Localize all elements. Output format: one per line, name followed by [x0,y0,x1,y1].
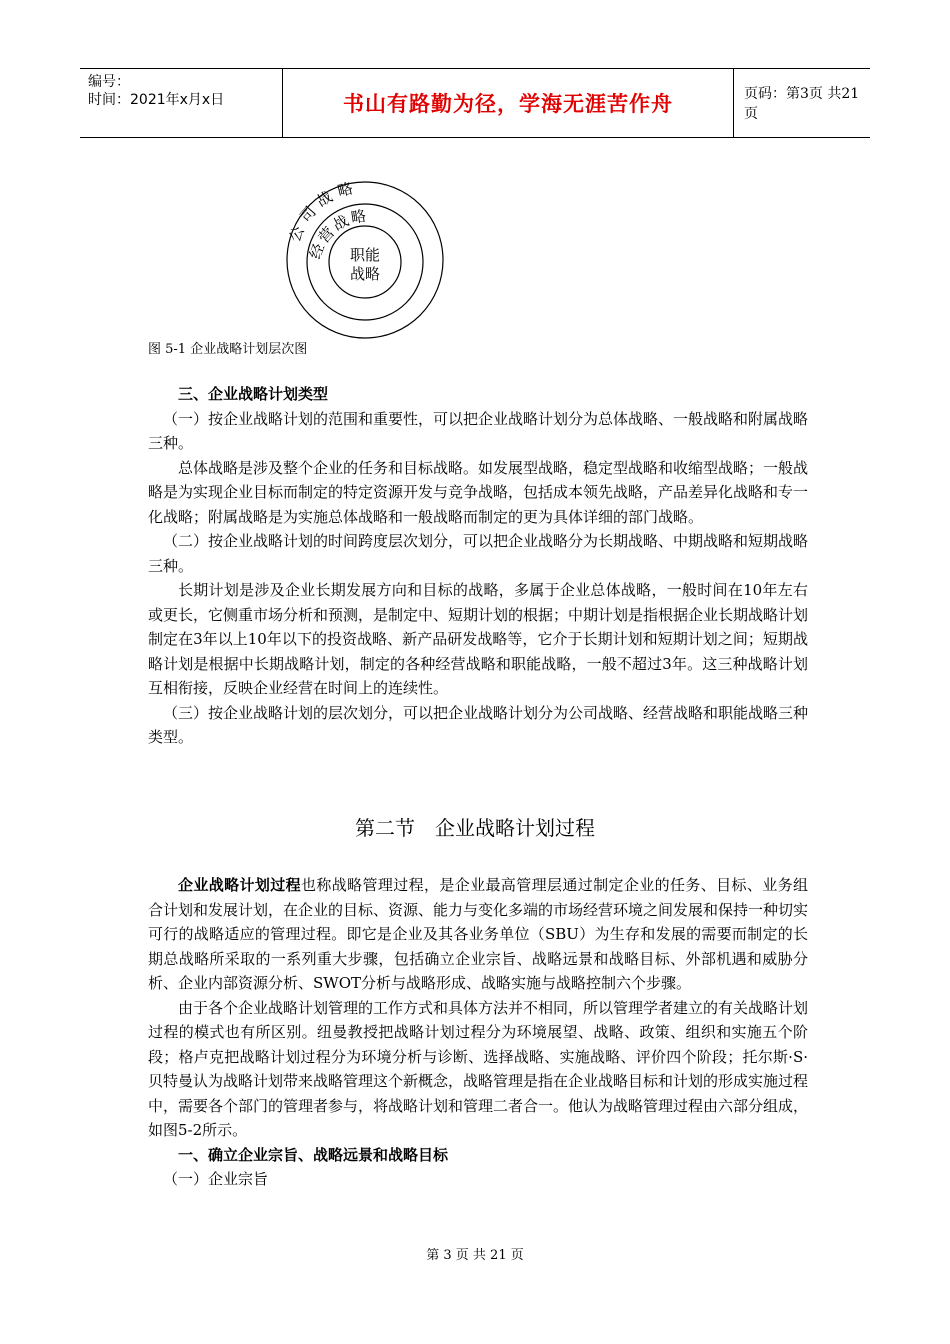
outer-label: 公司战略 [285,180,361,245]
section-heading: 三、企业战略计划类型 [178,385,329,403]
term-bold: 企业战略计划过程 [178,876,301,894]
inner-label-line2: 战略 [349,265,381,283]
paragraph: （二）按企业战略计划的时间跨度层次划分，可以把企业战略分为长期战略、中期战略和短期战略三种。 [148,532,809,575]
paragraph: 总体战略是涉及整个企业的任务和目标战略。如发展型战略，稳定型战略和收缩型战略；一般战略是为实现企业目标而制定的特定资源开发与竞争战略，包括成本领先战略，产品差异化战略和专一化战略；附属战略是为实施总体战略和一般战略而制定的更为具体详细的部门战略。 [148,458,809,526]
middle-label: 经营战略 [306,206,370,262]
paragraph [148,873,808,996]
paragraph: 由于各个企业战略计划管理的工作方式和具体方法并不相同，所以管理学者建立的有关战略计划过程的模式也有所区别。纽曼教授把战略计划过程分为环境展望、战略、政策、组织和实施五个阶段；格卢克把战略计划过程分为环境分析与诊断、选择战略、实施战略、评价四个阶段；托尔斯·S·贝特曼认为战略计划带来战略管理这个新概念，战略管理是指在企业战略目标和计划的形成实施过程中，需要各个部门的管理者参与，将战略计划和管理二者合一。他认为战略管理过程由六部分组成，如图5-2所示。 [148,998,809,1139]
chapter-section-title: 第二节 企业战略计划过程 [355,816,595,840]
number-label: 编号： [88,74,130,90]
header-meta-cell [80,69,283,137]
paragraph: （三）按企业战略计划的层次划分，可以把企业战略计划分为公司战略、经营战略和职能战略三种类型。 [148,703,809,746]
section-1 [148,382,808,750]
page-info: 页码：第3页 共21页 [744,86,860,122]
paragraph: 长期计划是涉及企业长期发展方向和目标的战略，多属于企业总体战略，一般时间在10年左右或更长，它侧重市场分析和预测，是制定中、短期计划的根据；中期计划是指根据企业长期战略计划制定在3年以上10年以下的投资战略、新产品研发战略等，它介于长期计划和短期计划之间；短期战略计划是根据中长期战略计划，制定的各种经营战略和职能战略，一般不超过3年。这三种战略计划互相衔接，反映企业经营在时间上的连续性。 [148,581,809,697]
strategy-hierarchy-diagram [285,180,445,340]
paragraph: （一）按企业战略计划的范围和重要性，可以把企业战略计划分为总体战略、一般战略和附属战略三种。 [148,409,809,452]
subsection-label: （一）企业宗旨 [163,1170,269,1188]
page-footer: 第 3 页 共 21 页 [426,1248,524,1263]
inner-label-line1: 职能 [349,246,381,264]
motto: 书山有路勤为径，学海无涯苦作舟 [283,69,734,137]
time-label: 时间：2021年x月x日 [88,92,225,108]
subheading: 一、确立企业宗旨、战略远景和战略目标 [178,1145,449,1164]
paragraph-text: 也称战略管理过程，是企业最高管理层通过制定企业的任务、目标、业务组合计划和发展计划，在企业的目标、资源、能力与变化多端的市场经营环境之间发展和保持一种切实可行的战略适应的管理过程。即它是企业及其各业务单位（SBU）为生存和发展的需要而制定的长期总战略所采取的一系列重大步骤，包括确立企业宗旨、战略远景和战略目标、外部机遇和威胁分析、企业内部资源分析、SWOT分析与战略形成、战略实施与战略控制六个步骤。 [148,876,809,992]
page-header [80,68,870,138]
figure-caption: 图 5-1 企业战略计划层次图 [148,342,308,357]
section-2 [148,873,808,1192]
